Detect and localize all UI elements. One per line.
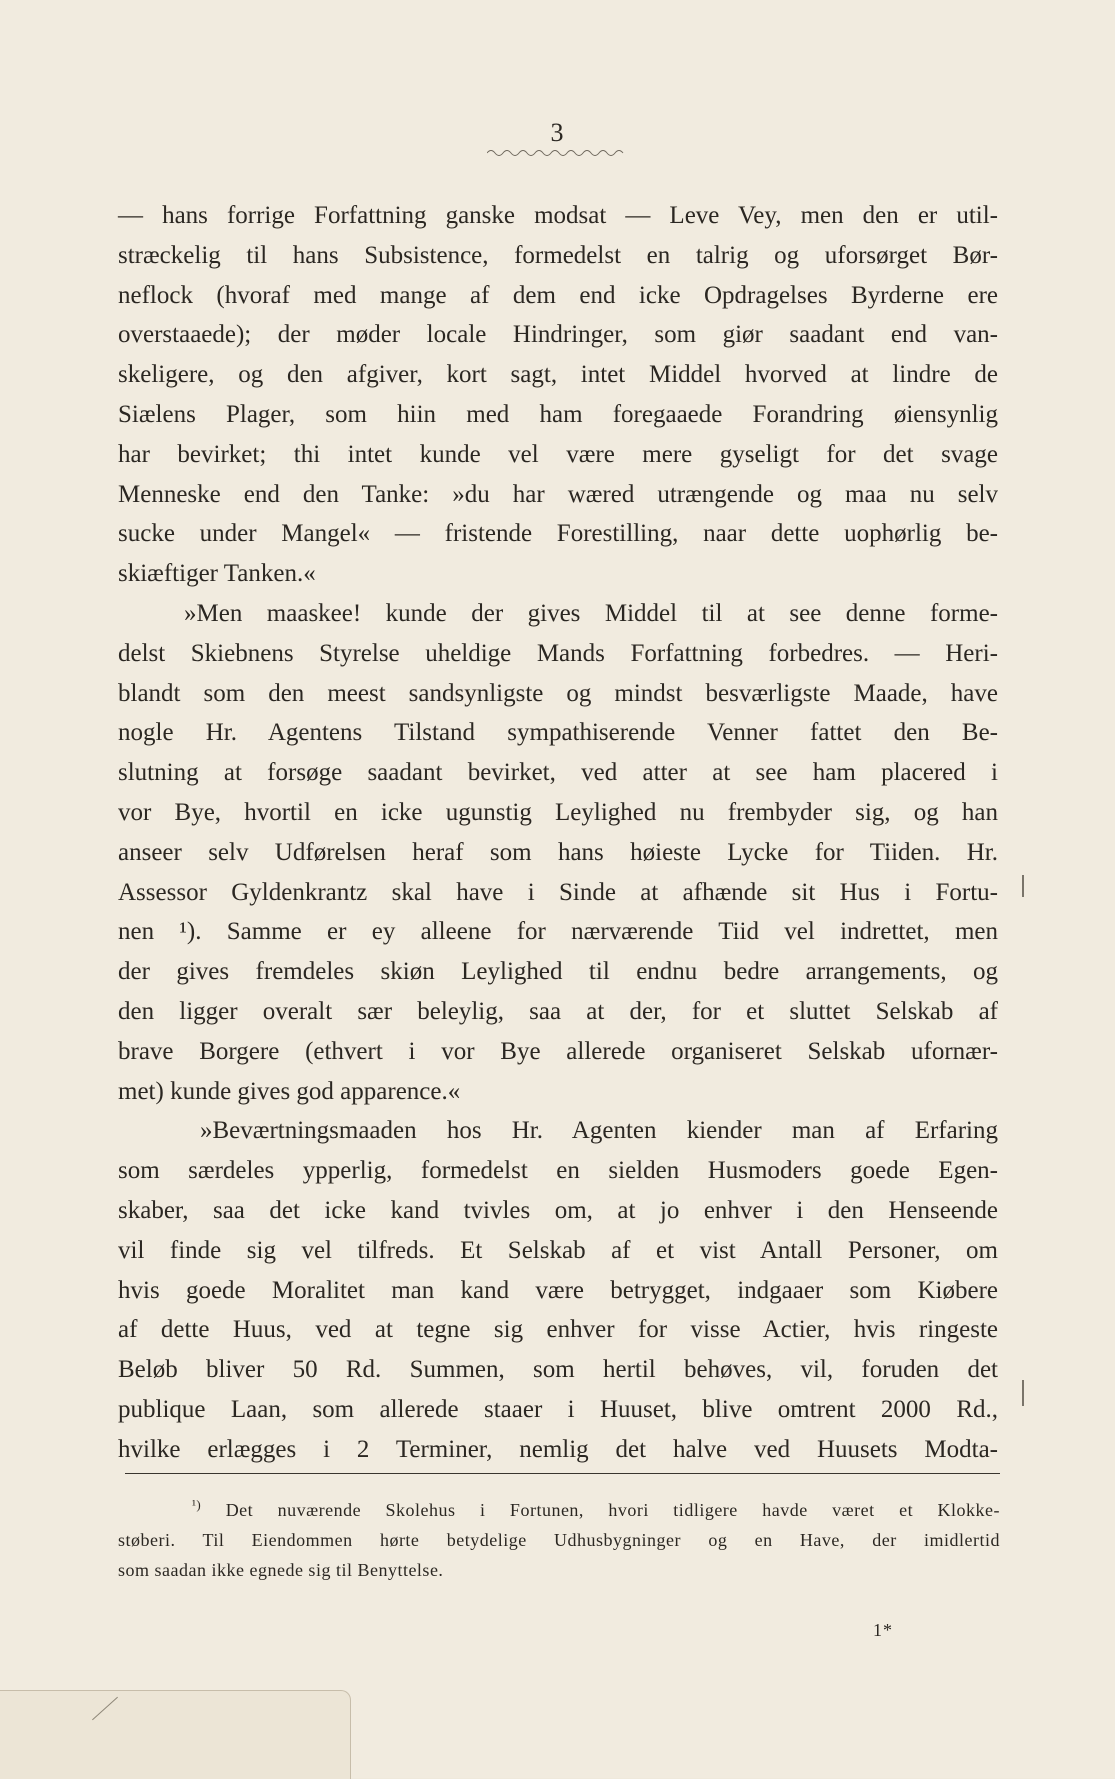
text-line: delst Skiebnens Styrelse uheldige Mands Forfattning forbedres. — Heri-	[118, 639, 998, 667]
text-line: nen ¹). Samme er ey alleene for nærværende Tiid vel indrettet, men	[118, 918, 998, 946]
text-line: neflock (hvoraf med mange af dem end icke Opdragelses Byrderne ere	[118, 281, 998, 309]
wavy-ornament	[487, 148, 627, 158]
footnote-line	[118, 1490, 1000, 1525]
signature-mark: 1*	[873, 1620, 893, 1640]
text-line: — hans forrige Forfattning ganske modsat — Leve Vey, men den er util-	[118, 202, 998, 229]
text-line: som særdeles ypperlig, formedelst en sielden Husmoders goede Egen-	[118, 1157, 998, 1185]
text-line: skaber, saa det icke kand tvivles om, at jo enhver i den Henseende	[118, 1196, 998, 1224]
footnote-line: som saadan ikke egnede sig til Benyttelse.	[118, 1560, 444, 1580]
text-line: Siælens Plager, som hiin med ham foregaaede Forandring øiensynlig	[118, 400, 998, 428]
text-line: blandt som den meest sandsynligste og mindst besværligste Maade, have	[118, 679, 998, 707]
margin-pencil-mark	[1022, 875, 1024, 897]
footnote-marker: ¹)	[192, 1497, 202, 1512]
text-line: stræckelig til hans Subsistence, formedelst en talrig og uforsørget Bør-	[118, 241, 998, 269]
text-line: skiæftiger Tanken.«	[118, 560, 316, 588]
text-line: Beløb bliver 50 Rd. Summen, som hertil behøves, vil, foruden det	[118, 1356, 998, 1384]
text-line: sucke under Mangel« — fristende Forestilling, naar dette uophørlig be-	[118, 520, 998, 548]
paragraph-1	[118, 196, 998, 594]
text-line: Menneske end den Tanke: »du har wæred utrængende og maa nu selv	[118, 480, 998, 508]
text-line: met) kunde gives god apparence.«	[118, 1077, 461, 1105]
text-line: anseer selv Udførelsen heraf som hans høieste Lycke for Tiiden. Hr.	[118, 838, 998, 866]
text-line: der gives fremdeles skiøn Leylighed til endnu bedre arrangements, og	[118, 958, 998, 986]
footnote-line: støberi. Til Eiendommen hørte betydelige Udhusbygninger og en Have, der imidlertid	[118, 1530, 1000, 1550]
text-line: har bevirket; thi intet kunde vel være mere gyseligt for det svage	[118, 440, 998, 468]
paragraph-2	[118, 594, 998, 1111]
text-line: overstaaede); der møder locale Hindringer, som giør saadant end van-	[118, 321, 998, 349]
text-line: hvilke erlægges i 2 Terminer, nemlig det halve ved Huusets Modta-	[118, 1435, 998, 1463]
text-line: »Men maaskee! kunde der gives Middel til at see denne forme-	[184, 599, 998, 627]
footnote-divider	[125, 1473, 1000, 1474]
text-line: vor Bye, hvortil en icke ugunstig Leylighed nu frembyder sig, og han	[118, 798, 998, 826]
text-line: slutning at forsøge saadant bevirket, ved atter at see ham placered i	[118, 759, 998, 787]
page-number: 3	[550, 118, 565, 147]
footnote-text: Det nuværende Skolehus i Fortunen, hvori tidligere havde været et Klokke-	[225, 1500, 1001, 1520]
body-text	[118, 196, 998, 1470]
text-line: Assessor Gyldenkrantz skal have i Sinde at afhænde sit Hus i Fortu-	[118, 878, 998, 906]
text-line: publique Laan, som allerede staaer i Huuset, blive omtrent 2000 Rd.,	[118, 1395, 998, 1423]
text-line: brave Borgere (ethvert i vor Bye allerede organiseret Selskab ufornær-	[118, 1037, 998, 1065]
paragraph-3	[118, 1111, 998, 1469]
text-line: nogle Hr. Agentens Tilstand sympathiserende Venner fattet den Be-	[118, 719, 998, 747]
text-line: »Beværtningsmaaden hos Hr. Agenten kiender man af Erfaring	[200, 1117, 998, 1145]
text-line: skeligere, og den afgiver, kort sagt, intet Middel hvorved at lindre de	[118, 361, 998, 389]
margin-pencil-mark	[1022, 1380, 1024, 1406]
paper-corner-stain	[0, 1690, 351, 1779]
text-line: hvis goede Moralitet man kand være betrygget, indgaaer som Kiøbere	[118, 1276, 998, 1304]
footnote	[118, 1490, 1000, 1585]
text-line: den ligger overalt sær beleylig, saa at der, for et sluttet Selskab af	[118, 997, 998, 1025]
text-line: vil finde sig vel tilfreds. Et Selskab af et vist Antall Personer, om	[118, 1236, 998, 1264]
text-line: af dette Huus, ved at tegne sig enhver for visse Actier, hvis ringeste	[118, 1316, 998, 1344]
